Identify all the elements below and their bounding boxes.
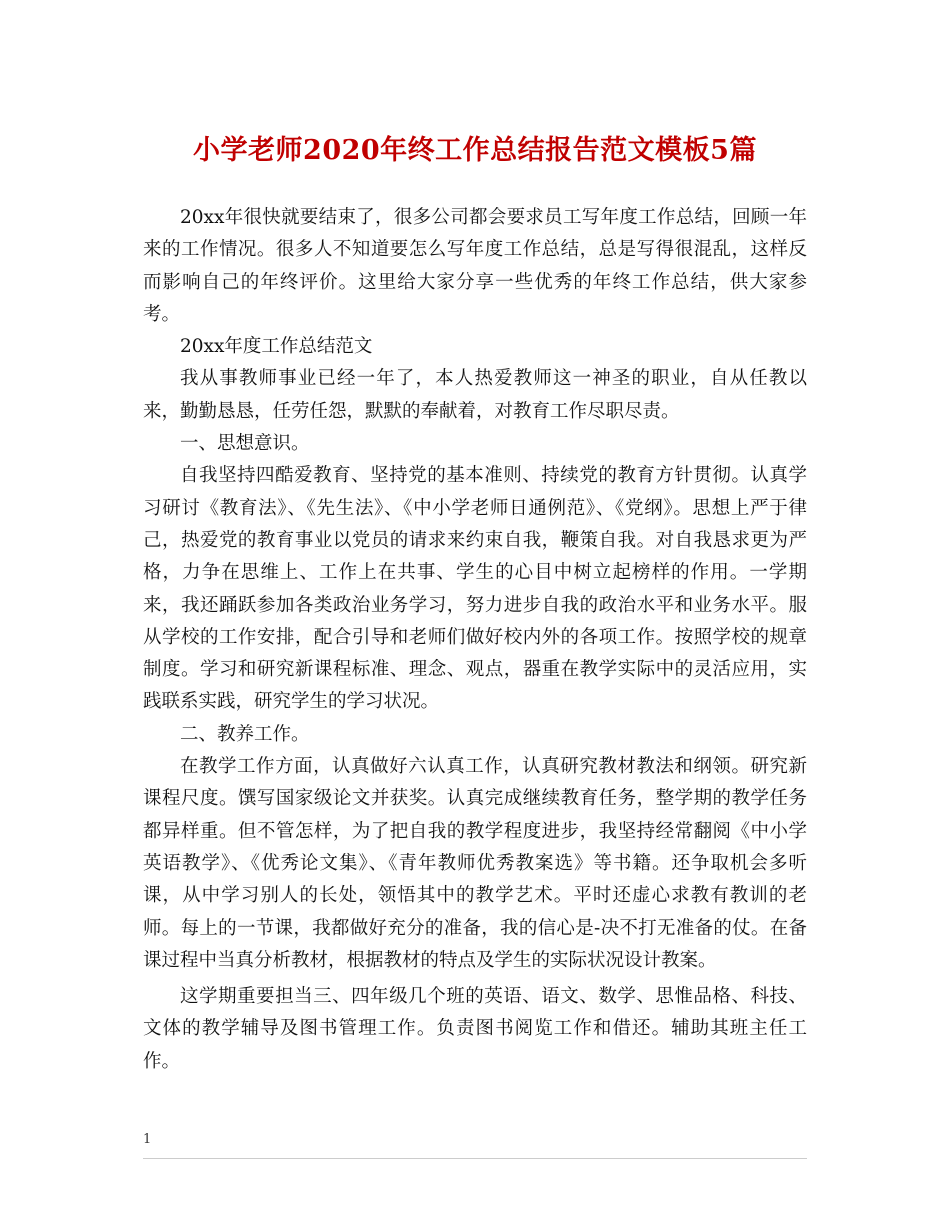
paragraph-teaching: 在教学工作方面，认真做好六认真工作，认真研究教材教法和纲领。研究新课程尺度。馔写国家级论文并获奖。认真完成继续教育任务，整学期的教学任务都异样重。但不管怎样，为了把自我的教学程度进步，我坚持经常翻阅《中小学英语教学》、《优秀论文集》、《青年教师优秀教案选》等书籍。还争取机会多听课，从中学习别人的长处，领悟其中的教学艺术。平时还虚心求教有教训的老师。每上的一节课，我都做好充分的准备，我的信心是-决不打无准备的仗。在备课过程中当真分析教材，根据教材的特点及学生的实际状况设计教案。	[143, 756, 807, 971]
section-heading-teaching: 二、教养工作。	[180, 723, 310, 745]
paragraph-duties: 这学期重要担当三、四年级几个班的英语、语文、数学、思惟品格、科技、文体的教学辅导及图书管理工作。负责图书阅览工作和借还。辅助其班主任工作。	[143, 986, 807, 1072]
paragraph-ideology: 自我坚持四酷爱教育、坚持党的基本准则、持续党的教育方针贯彻。认真学习研讨《教育法》、《先生法》、《中小学老师日通例范》、《党纲》。思想上严于律己，热爱党的教育事业以党员的请求来约束自我，鞭策自我。对自我恳求更为严格，力争在思维上、工作上在共事、学生的心目中树立起榜样的作用。一学期来，我还踊跃参加各类政治业务学习，努力进步自我的政治水平和业务水平。服从学校的工作安排，配合引导和老师们做好校内外的各项工作。按照学校的规章制度。学习和研究新课程标准、理念、观点，器重在教学实际中的灵活应用，实践联系实践，研究学生的学习状况。	[143, 465, 807, 713]
document-body	[143, 202, 807, 1078]
paragraph-intro: 20xx年很快就要结束了，很多公司都会要求员工写年度工作总结，回顾一年来的工作情况。很多人不知道要怎么写年度工作总结，总是写得很混乱，这样反而影响自己的年终评价。这里给大家分享一些优秀的年终工作总结，供大家参考。	[143, 207, 807, 325]
footer-divider	[143, 1158, 807, 1159]
document-title: 小学老师2020年终工作总结报告范文模板5篇	[193, 135, 757, 166]
paragraph-opening: 我从事教师事业已经一年了，本人热爱教师这一神圣的职业，自从任教以来，勤勤恳恳，任劳任怨，默默的奉献着，对教育工作尽职尽责。	[143, 368, 807, 422]
section-heading-ideology: 一、思想意识。	[180, 433, 310, 455]
page-number: 1	[143, 1132, 152, 1147]
paragraph-subtitle: 20xx年度工作总结范文	[180, 336, 373, 358]
